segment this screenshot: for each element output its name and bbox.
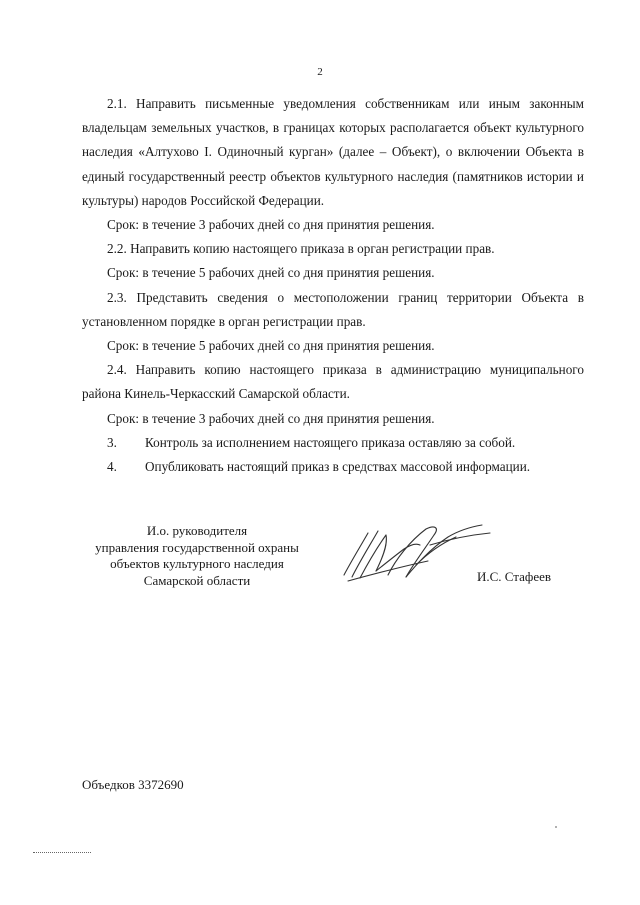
paragraph-3 — [82, 431, 584, 455]
footer-divider — [33, 852, 91, 853]
deadline-2-1: Срок: в течение 3 рабочих дней со дня принятия решения. — [107, 217, 435, 233]
paragraph-2-3: 2.3. Представить сведения о местоположении границ территории Объекта в установленном порядке в орган регистрации прав. — [82, 289, 584, 329]
executor-reference: Объедков 3372690 — [82, 777, 184, 792]
signatory-line-2: управления государственной охраны — [95, 539, 299, 555]
paragraph-4 — [82, 455, 584, 479]
paragraph-2-4: 2.4. Направить копию настоящего приказа в администрацию муниципального района Кинель-Черкасский Самарской области. — [82, 362, 584, 402]
signer-name: И.С. Стафеев — [477, 569, 552, 584]
page-number: 2 — [317, 66, 323, 78]
document-body — [82, 92, 584, 479]
paragraph-2-1: 2.1. Направить письменные уведомления собственникам или иным законным владельцам земельных участков, в границах которых располагается объект культурного наследия «Алтухово I. Одиночный курган» (далее – Объект), о включении Объекта в единый государственный реестр объектов культурного наследия (памятников истории и культуры) народов Российской Федерации. — [82, 96, 584, 208]
signatory-line-1: И.о. руководителя — [146, 523, 248, 538]
deadline-2-3: Срок: в течение 5 рабочих дней со дня принятия решения. — [107, 338, 435, 354]
deadline-2-2: Срок: в течение 5 рабочих дней со дня принятия решения. — [107, 265, 435, 281]
signatory-line-3: объектов культурного наследия — [110, 556, 284, 571]
scan-speck — [555, 826, 557, 828]
signatory-position — [82, 523, 312, 589]
paragraph-3-number: 3. — [107, 434, 117, 450]
paragraph-4-number: 4. — [107, 459, 117, 475]
paragraph-2-2: 2.2. Направить копию настоящего приказа в орган регистрации прав. — [107, 241, 495, 257]
deadline-2-4: Срок: в течение 3 рабочих дней со дня принятия решения. — [107, 410, 435, 426]
handwritten-signature — [330, 515, 500, 590]
paragraph-3-text: Контроль за исполнением настоящего приказа оставляю за собой. — [145, 434, 516, 450]
signatory-line-4: Самарской области — [143, 572, 251, 588]
paragraph-4-text: Опубликовать настоящий приказ в средствах массовой информации. — [145, 459, 531, 475]
